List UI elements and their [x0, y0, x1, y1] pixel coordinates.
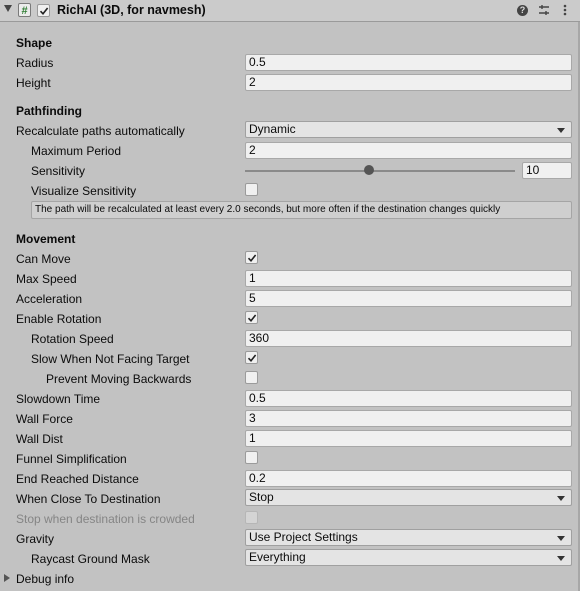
- stop-when-crowded-checkbox: [245, 511, 258, 524]
- max-speed-field[interactable]: 1: [245, 270, 572, 287]
- sensitivity-slider-thumb[interactable]: [364, 165, 374, 175]
- gravity-value: Use Project Settings: [249, 530, 358, 544]
- visualize-sensitivity-checkbox[interactable]: [245, 183, 258, 196]
- slow-when-not-facing-label: Slow When Not Facing Target: [31, 352, 190, 366]
- can-move-label: Can Move: [16, 252, 71, 266]
- wall-dist-field[interactable]: 1: [245, 430, 572, 447]
- recalculate-dropdown[interactable]: [245, 121, 572, 138]
- help-icon[interactable]: ?: [517, 5, 528, 16]
- when-close-dropdown[interactable]: [245, 489, 572, 506]
- recalculate-label: Recalculate paths automatically: [16, 124, 185, 138]
- prevent-moving-backwards-checkbox[interactable]: [245, 371, 258, 384]
- end-reached-distance-field[interactable]: 0.2: [245, 470, 572, 487]
- wall-dist-label: Wall Dist: [16, 432, 63, 446]
- rotation-speed-field[interactable]: 360: [245, 330, 572, 347]
- shape-section-title: Shape: [16, 36, 53, 50]
- stop-when-crowded-label: Stop when destination is crowded: [16, 512, 195, 526]
- component-enabled-checkbox[interactable]: [37, 4, 50, 17]
- expand-arrow-icon[interactable]: [4, 574, 10, 582]
- sensitivity-field[interactable]: 10: [522, 162, 572, 179]
- sensitivity-label: Sensitivity: [31, 164, 86, 178]
- gravity-label: Gravity: [16, 532, 55, 546]
- raycast-ground-mask-value: Everything: [249, 550, 306, 564]
- slowdown-time-label: Slowdown Time: [16, 392, 101, 406]
- chevron-down-icon: [557, 556, 565, 561]
- collapse-arrow-icon[interactable]: [4, 5, 12, 12]
- raycast-ground-mask-label: Raycast Ground Mask: [31, 552, 150, 566]
- sensitivity-slider-track[interactable]: [245, 170, 515, 172]
- when-close-value: Stop: [249, 490, 274, 504]
- height-field[interactable]: 2: [245, 74, 572, 91]
- movement-section-title: Movement: [16, 232, 76, 246]
- radius-label: Radius: [16, 56, 54, 70]
- rotation-speed-label: Rotation Speed: [31, 332, 114, 346]
- recalculate-value: Dynamic: [249, 122, 296, 136]
- radius-field[interactable]: 0.5: [245, 54, 572, 71]
- acceleration-label: Acceleration: [16, 292, 83, 306]
- enable-rotation-label: Enable Rotation: [16, 312, 102, 326]
- chevron-down-icon: [557, 496, 565, 501]
- wall-force-label: Wall Force: [16, 412, 73, 426]
- acceleration-field[interactable]: 5: [245, 290, 572, 307]
- end-reached-distance-label: End Reached Distance: [16, 472, 139, 486]
- max-period-label: Maximum Period: [31, 144, 122, 158]
- max-speed-label: Max Speed: [16, 272, 77, 286]
- funnel-simplification-label: Funnel Simplification: [16, 452, 127, 466]
- pathfinding-section-title: Pathfinding: [16, 104, 82, 118]
- component-title: RichAI (3D, for navmesh): [57, 3, 206, 17]
- chevron-down-icon: [557, 128, 565, 133]
- preset-icon[interactable]: [537, 3, 551, 17]
- gravity-dropdown[interactable]: [245, 529, 572, 546]
- max-period-field[interactable]: 2: [245, 142, 572, 159]
- can-move-checkbox[interactable]: [245, 251, 258, 264]
- script-icon: #: [18, 3, 31, 17]
- height-label: Height: [16, 76, 51, 90]
- component-header: [0, 0, 580, 22]
- kebab-menu-icon[interactable]: [558, 3, 572, 17]
- visualize-sensitivity-label: Visualize Sensitivity: [31, 184, 137, 198]
- recalculate-help-box: The path will be recalculated at least every 2.0 seconds, but more often if the destination changes quickly: [31, 201, 572, 219]
- slowdown-time-field[interactable]: 0.5: [245, 390, 572, 407]
- raycast-ground-mask-dropdown[interactable]: [245, 549, 572, 566]
- wall-force-field[interactable]: 3: [245, 410, 572, 427]
- debug-info-foldout[interactable]: Debug info: [16, 572, 75, 586]
- chevron-down-icon: [557, 536, 565, 541]
- enable-rotation-checkbox[interactable]: [245, 311, 258, 324]
- funnel-simplification-checkbox[interactable]: [245, 451, 258, 464]
- when-close-label: When Close To Destination: [16, 492, 161, 506]
- slow-when-not-facing-checkbox[interactable]: [245, 351, 258, 364]
- prevent-moving-backwards-label: Prevent Moving Backwards: [46, 372, 192, 386]
